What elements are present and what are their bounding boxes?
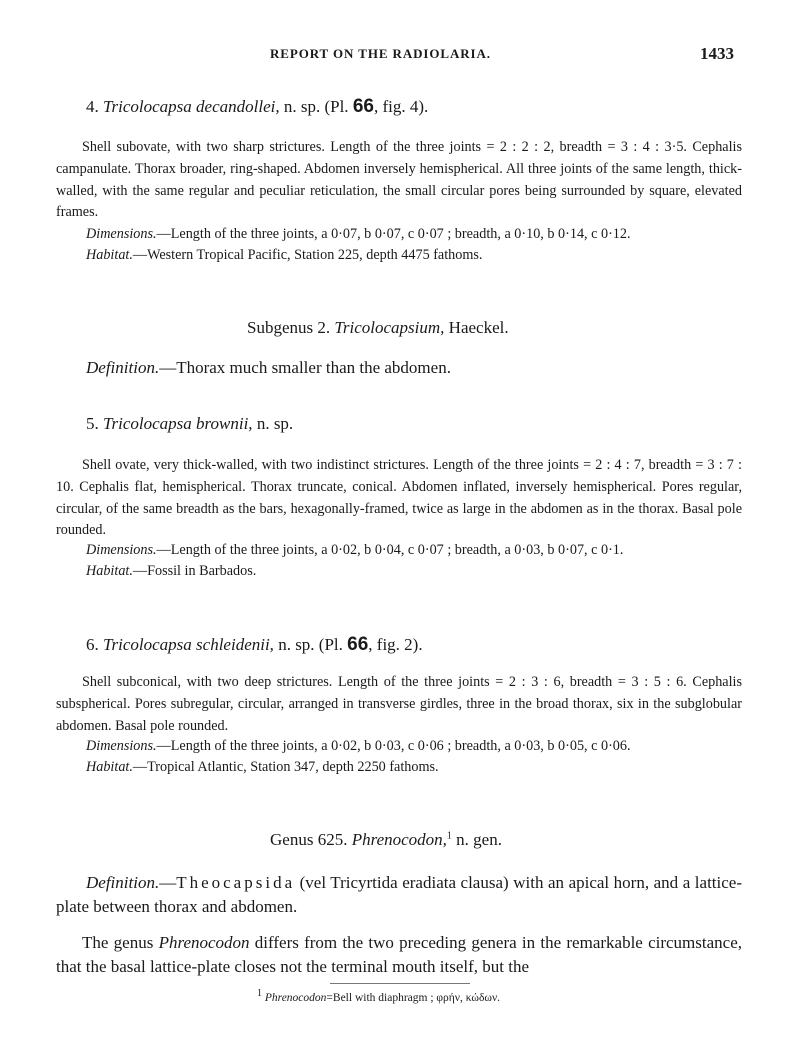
page-number: 1433 xyxy=(700,44,734,63)
species-5-name: Tricolocapsa brownii, xyxy=(103,414,253,433)
species-6-description: Shell subconical, with two deep strictures. Length of the three joints = 2 : 3 : 6, breadth = 3 : 5 : 6. Cephalis subspherical. Pores subregular, circular, arranged in transverse girdles, three in the broad thorax, six in the subglobular abdomen. Basal pole rounded. xyxy=(56,674,742,734)
running-head xyxy=(0,46,800,70)
footnote-greek: φρήν, κώδων. xyxy=(436,991,501,1004)
plate-number: 66 xyxy=(352,96,374,117)
running-head-title: REPORT ON THE RADIOLARIA. xyxy=(270,46,491,61)
species-4-name: Tricolocapsa decandollei, xyxy=(103,97,280,116)
species-6-habitat: Habitat.—Tropical Atlantic, Station 347, depth 2250 fathoms. xyxy=(86,759,439,775)
footnote: $^1$ Phrenocodon=Bell with diaphragm ; φρήν, κώδων. xyxy=(257,988,501,1004)
subgenus-name: Tricolocapsium, xyxy=(334,318,445,337)
species-6-dimensions: Dimensions.—Length of the three joints, a 0·02, b 0·03, c 0·06 ; breadth, a 0·03, b 0·05, c 0·06. xyxy=(86,738,631,754)
genus-heading: Genus 625. Phrenocodon,$^1$ n. gen. xyxy=(270,830,502,849)
species-4-dimensions: Dimensions.—Length of the three joints, a 0·07, b 0·07, c 0·07 ; breadth, a 0·10, b 0·14, c 0·12. xyxy=(86,226,631,242)
species-4-habitat: Habitat.—Western Tropical Pacific, Station 225, depth 4475 fathoms. xyxy=(86,247,483,263)
subgenus-definition: Definition.—Thorax much smaller than the abdomen. xyxy=(86,358,451,377)
genus-definition: Definition.—Theocapsida (vel Tricyrtida eradiata clausa) with an apical horn, and a lattice-plate between thorax and abdomen. xyxy=(56,873,742,916)
species-4-heading: 4. Tricolocapsa decandollei, n. sp. (Pl. 66, fig. 4). xyxy=(86,96,429,117)
species-5-dimensions: Dimensions.—Length of the three joints, a 0·02, b 0·04, c 0·07 ; breadth, a 0·03, b 0·07, c 0·1. xyxy=(86,542,624,558)
species-6-heading: 6. Tricolocapsa schleidenii, n. sp. (Pl. 66, fig. 2). xyxy=(86,634,423,655)
genus-body-paragraph: The genus Phrenocodon differs from the two preceding genera in the remarkable circumstance, that the basal lattice-plate closes not the terminal mouth itself, but the xyxy=(56,933,743,976)
plate-number: 66 xyxy=(347,634,369,655)
species-5-description: Shell ovate, very thick-walled, with two indistinct strictures. Length of the three joints = 2 : 4 : 7, breadth = 3 : 7 : 10. Cephalis flat, hemispherical. Thorax truncate, conical. Abdomen inflated, inversely hemispherical. Pores regular, circular, of the same breadth as the bars, hexagonally-framed, twice as large in the abdomen as in the thorax. Basal pole rounded. xyxy=(56,457,742,539)
species-5-habitat: Habitat.—Fossil in Barbados. xyxy=(86,563,257,579)
species-5-heading: 5. Tricolocapsa brownii, n. sp. xyxy=(86,414,294,433)
subgenus-heading: Subgenus 2. Tricolocapsium, Haeckel. xyxy=(247,318,509,337)
footnote-rule xyxy=(330,983,470,984)
footnote-marker: 1 xyxy=(446,830,452,842)
species-6-name: Tricolocapsa schleidenii, xyxy=(103,635,274,654)
genus-name: Phrenocodon, xyxy=(351,830,447,849)
species-4-description: Shell subovate, with two sharp strictures. Length of the three joints = 2 : 2 : 2, breadth = 3 : 4 : 3·5. Cephalis campanulate. Thorax broader, ring-shaped. Abdomen inversely hemispherical. All three joints of the same length, thick-walled, with the same regular and peculiar reticulation, the small circular pores being surrounded by square, elevated frames. xyxy=(56,139,742,221)
